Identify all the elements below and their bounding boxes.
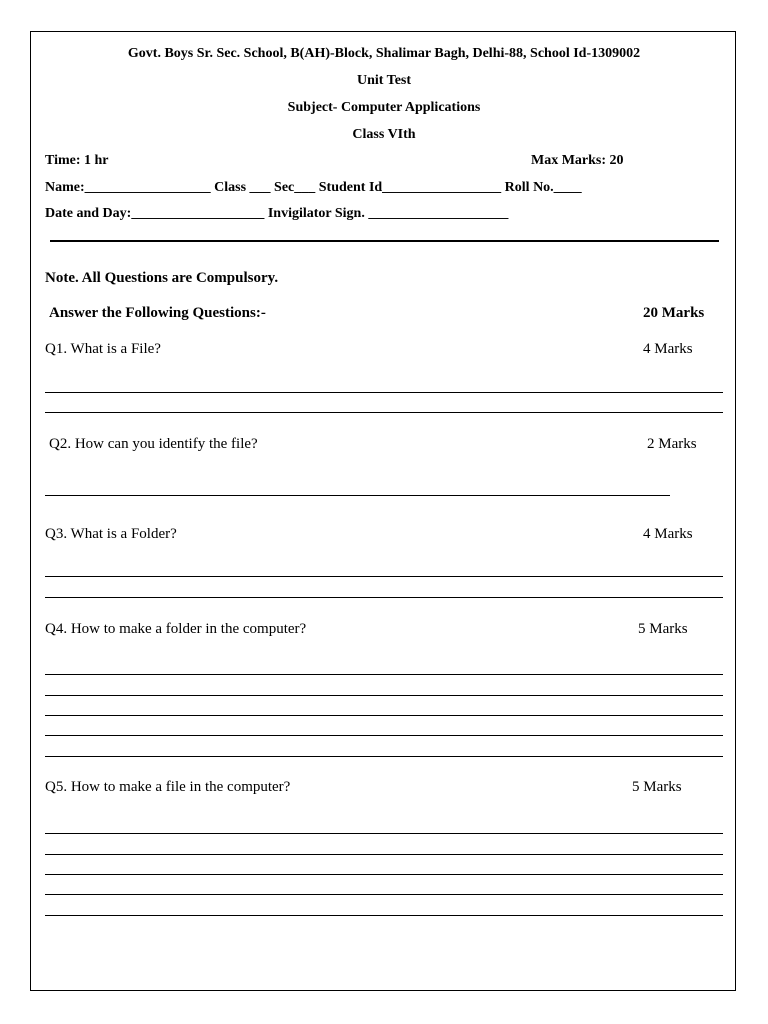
question-4-marks: 5 Marks [638,621,688,637]
section-marks: 20 Marks [643,305,705,321]
answer-line[interactable] [45,735,723,736]
answer-line[interactable] [45,833,723,834]
answer-line[interactable] [45,715,723,716]
test-title: Unit Test [356,73,412,88]
answer-line[interactable] [45,756,723,757]
answer-line[interactable] [45,495,670,496]
date-line: Date and Day:___________________ Invigilator Sign. ____________________ [45,206,509,221]
answer-line[interactable] [45,392,723,393]
question-4: Q4. How to make a folder in the computer? [45,621,307,637]
header-divider [50,240,719,242]
question-1: Q1. What is a File? [45,341,161,357]
school-name: Govt. Boys Sr. Sec. School, B(AH)-Block, Shalimar Bagh, Delhi-88, School Id-1309002 [127,46,641,61]
answer-line[interactable] [45,915,723,916]
answer-line[interactable] [45,597,723,598]
question-3: Q3. What is a Folder? [45,526,177,542]
question-5: Q5. How to make a file in the computer? [45,779,291,795]
answer-line[interactable] [45,674,723,675]
question-5-marks: 5 Marks [632,779,682,795]
section-title: Answer the Following Questions:- [49,305,266,321]
question-2: Q2. How can you identify the file? [49,436,258,452]
answer-line[interactable] [45,854,723,855]
name-line: Name:__________________ Class ___ Sec___ Student Id_________________ Roll No.____ [45,180,582,195]
note-text: Note. All Questions are Compulsory. [45,270,279,286]
subject-title: Subject- Computer Applications [287,100,481,115]
question-2-marks: 2 Marks [647,436,697,452]
answer-line[interactable] [45,412,723,413]
question-1-marks: 4 Marks [643,341,693,357]
answer-line[interactable] [45,695,723,696]
max-marks-label: Max Marks: 20 [531,153,624,168]
answer-line[interactable] [45,576,723,577]
time-label: Time: 1 hr [45,153,109,168]
class-title: Class VIth [352,127,416,142]
answer-line[interactable] [45,874,723,875]
answer-line[interactable] [45,894,723,895]
page-border [30,31,736,991]
question-3-marks: 4 Marks [643,526,693,542]
